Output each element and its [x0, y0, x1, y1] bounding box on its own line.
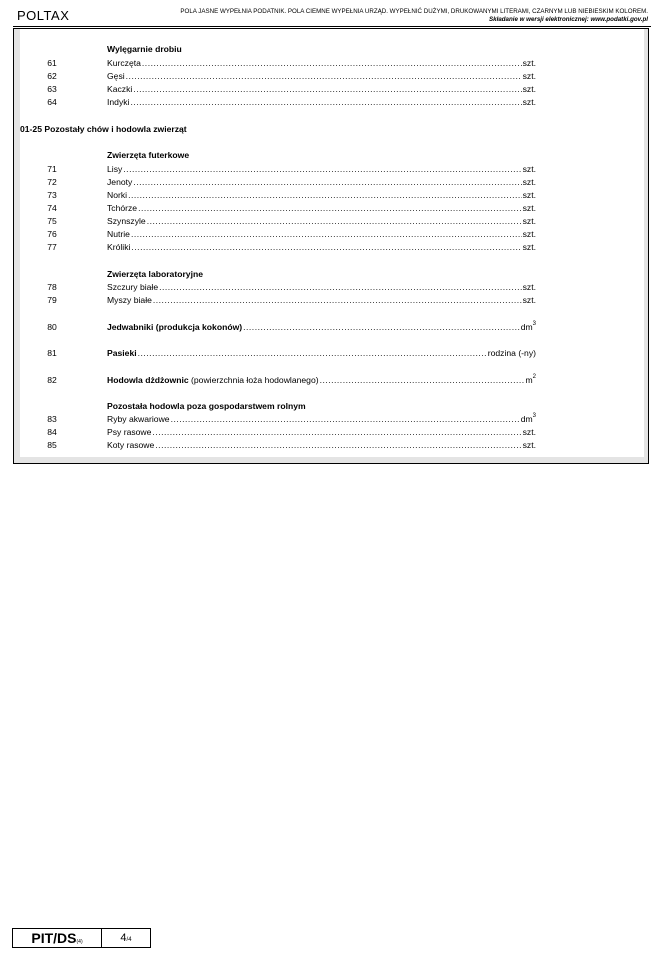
instruction-line-1: POLA JASNE WYPEŁNIA PODATNIK. POLA CIEMNE WYPEŁNIA URZĄD. WYPEŁNIĆ DUŻYMI, DRUKOWANYMI LITERAMI, CZARNYM LUB NIEBIESKIM KOLOREM.	[180, 8, 648, 15]
leader-dots	[147, 216, 522, 226]
row-unit: rodzina (-ny)	[487, 348, 536, 358]
page-total: /4	[126, 937, 132, 943]
row-unit: szt.	[522, 282, 536, 292]
table-row	[20, 375, 536, 387]
leader-dots	[126, 71, 522, 81]
table-row	[20, 414, 536, 426]
row-number: 75	[47, 216, 57, 226]
table-row	[20, 177, 536, 189]
header-divider	[13, 26, 651, 27]
row-unit: szt.	[522, 190, 536, 200]
row-unit: szt.	[522, 71, 536, 81]
row-unit: $m^2$	[525, 374, 536, 385]
row-unit: szt.	[522, 229, 536, 239]
row-label: Jedwabniki (produkcja kokonów)	[107, 322, 243, 332]
row-label: Indyki	[107, 97, 130, 107]
row-unit: szt.	[522, 203, 536, 213]
row-unit: szt.	[522, 177, 536, 187]
leader-dots	[133, 84, 521, 94]
row-label: Ryby akwariowe	[107, 414, 170, 424]
table-row	[20, 216, 536, 228]
row-number: 63	[47, 84, 57, 94]
leader-dots	[142, 58, 522, 68]
row-number: 74	[47, 203, 57, 213]
row-unit: szt.	[522, 58, 536, 68]
table-row	[20, 229, 536, 241]
row-number: 81	[47, 348, 57, 358]
table-row	[20, 164, 536, 176]
table-row	[20, 348, 536, 360]
form-body	[20, 29, 644, 457]
row-label: Kaczki	[107, 84, 133, 94]
table-row	[20, 427, 536, 439]
section-futerkowe: Zwierzęta futerkowe	[107, 150, 190, 160]
row-label: Koty rasowe	[107, 440, 155, 450]
form-panel	[13, 28, 649, 464]
leader-dots	[152, 427, 521, 437]
row-label: Lisy	[107, 164, 123, 174]
table-row	[20, 203, 536, 215]
row-unit: $dm^3$	[520, 413, 536, 424]
row-label: Gęsi	[107, 71, 125, 81]
row-number: 83	[47, 414, 57, 424]
row-unit: szt.	[522, 427, 536, 437]
leader-dots	[155, 440, 521, 450]
row-number: 77	[47, 242, 57, 252]
table-row	[20, 190, 536, 202]
table-row	[20, 440, 536, 452]
row-label: Nutrie	[107, 229, 130, 239]
leader-dots	[153, 295, 522, 305]
instruction-line-2: Składanie w wersji elektronicznej: www.podatki.gov.pl	[489, 16, 648, 23]
row-number: 73	[47, 190, 57, 200]
row-unit: szt.	[522, 84, 536, 94]
row-label: Króliki	[107, 242, 131, 252]
row-label: Hodowla dżdżownic (powierzchnia łoża hodowlanego)	[107, 375, 319, 385]
row-unit: szt.	[522, 440, 536, 450]
row-number: 62	[47, 71, 57, 81]
row-label: Psy rasowe	[107, 427, 152, 437]
row-number: 64	[47, 97, 57, 107]
row-label: Kurczęta	[107, 58, 141, 68]
row-number: 84	[47, 427, 57, 437]
row-number: 82	[47, 375, 57, 385]
leader-dots	[130, 97, 521, 107]
form-code: PIT/DS(4)	[13, 929, 102, 947]
row-number: 78	[47, 282, 57, 292]
row-number: 71	[47, 164, 57, 174]
row-number: 85	[47, 440, 57, 450]
leader-dots	[159, 282, 522, 292]
row-number: 72	[47, 177, 57, 187]
leader-dots	[123, 164, 521, 174]
row-label: Szynszyle	[107, 216, 146, 226]
leader-dots	[138, 203, 522, 213]
row-unit: $dm^3$	[520, 321, 536, 332]
row-unit: szt.	[522, 295, 536, 305]
table-row	[20, 242, 536, 254]
leader-dots	[243, 322, 520, 332]
row-label: Norki	[107, 190, 128, 200]
row-number: 79	[47, 295, 57, 305]
table-row	[20, 84, 536, 96]
row-label: Jenoty	[107, 177, 133, 187]
section-poza-gospodarstwem: Pozostała hodowla poza gospodarstwem rolnym	[107, 401, 306, 411]
table-row	[20, 58, 536, 70]
row-label: Tchórze	[107, 203, 138, 213]
category-heading: 01-25 Pozostały chów i hodowla zwierząt	[20, 124, 187, 134]
table-row	[20, 322, 536, 334]
table-row	[20, 71, 536, 83]
row-unit: szt.	[522, 164, 536, 174]
leader-dots	[320, 375, 525, 385]
page-number: 4/4	[120, 932, 132, 944]
row-unit: szt.	[522, 216, 536, 226]
row-unit: szt.	[522, 242, 536, 252]
leader-dots	[138, 348, 487, 358]
form-version: (4)	[76, 939, 83, 945]
leader-dots	[131, 242, 521, 252]
leader-dots	[131, 229, 522, 239]
section-wylegarnie: Wylęgarnie drobiu	[107, 44, 182, 54]
row-label: Szczury białe	[107, 282, 159, 292]
table-row	[20, 282, 536, 294]
row-number: 61	[47, 58, 57, 68]
leader-dots	[171, 414, 520, 424]
brand-title: POLTAX	[17, 8, 70, 23]
leader-dots	[133, 177, 521, 187]
row-number: 80	[47, 322, 57, 332]
leader-dots	[128, 190, 522, 200]
fill-instructions	[88, 8, 648, 24]
row-unit: szt.	[522, 97, 536, 107]
row-number: 76	[47, 229, 57, 239]
row-label: Pasieki	[107, 348, 137, 358]
row-label: Myszy białe	[107, 295, 152, 305]
form-footer	[12, 928, 151, 948]
table-row	[20, 295, 536, 307]
section-laboratoryjne: Zwierzęta laboratoryjne	[107, 269, 203, 279]
table-row	[20, 97, 536, 109]
